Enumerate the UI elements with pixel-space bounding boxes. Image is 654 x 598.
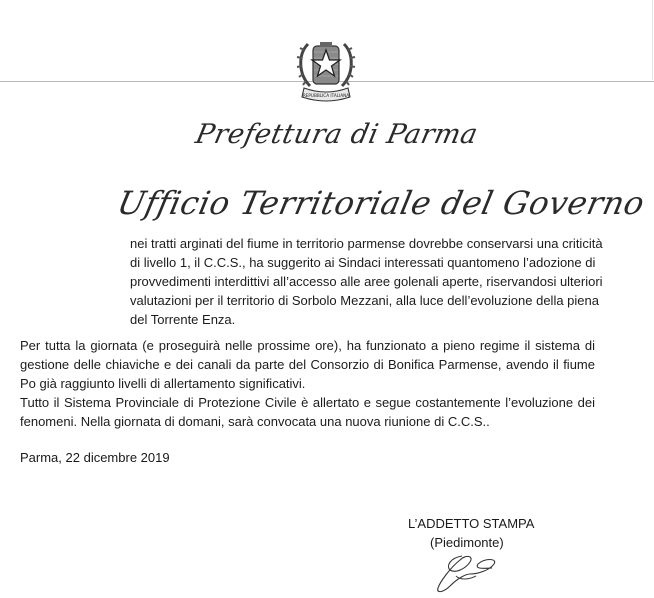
emblem-ribbon-text: REPUBBLICA ITALIANA — [302, 93, 350, 98]
office-name: Prefettura di Parma — [192, 119, 481, 150]
signer-name: (Piedimonte) — [430, 535, 504, 550]
place-date: Parma, 22 dicembre 2019 — [20, 450, 170, 465]
text-line: Tutto il Sistema Provinciale di Protezione Civile è allertato e segue costantemente l’evoluzione dei — [20, 395, 595, 410]
text-line: provvedimenti interdittivi all’accesso alle aree golenali aperte, riservandosi ulteriori — [130, 274, 603, 289]
text-line: Po già raggiunto livelli di allertamento significativi. — [20, 376, 306, 391]
text-line: nei tratti arginati del fiume in territorio parmense dovrebbe conservarsi una criticità — [130, 236, 603, 251]
handwritten-signature — [420, 552, 530, 596]
text-line: di livello 1, il C.C.S., ha suggerito ai Sindaci interessati quantomeno l’adozione di — [130, 255, 596, 270]
department-name: Ufficio Territoriale del Governo — [114, 184, 649, 222]
text-line: del Torrente Enza. — [130, 312, 236, 327]
text-line: Per tutta la giornata (e proseguirà nelle prossime ore), ha funzionato a pieno regime il sistema di — [20, 338, 595, 353]
signer-title: L’ADDETTO STAMPA — [408, 516, 535, 531]
text-line: fenomeni. Nella giornata di domani, sarà convocata una nuova riunione di C.C.S.. — [20, 414, 490, 429]
text-line: valutazioni per il territorio di Sorbolo Mezzani, alla luce dell’evoluzione della piena — [130, 293, 599, 308]
text-line: gestione delle chiaviche e dei canali da parte del Consorzio di Bonifica Parmense, avendo il fiume — [20, 357, 595, 372]
emblem-of-italy-icon — [290, 30, 362, 106]
page-edge — [652, 0, 653, 80]
